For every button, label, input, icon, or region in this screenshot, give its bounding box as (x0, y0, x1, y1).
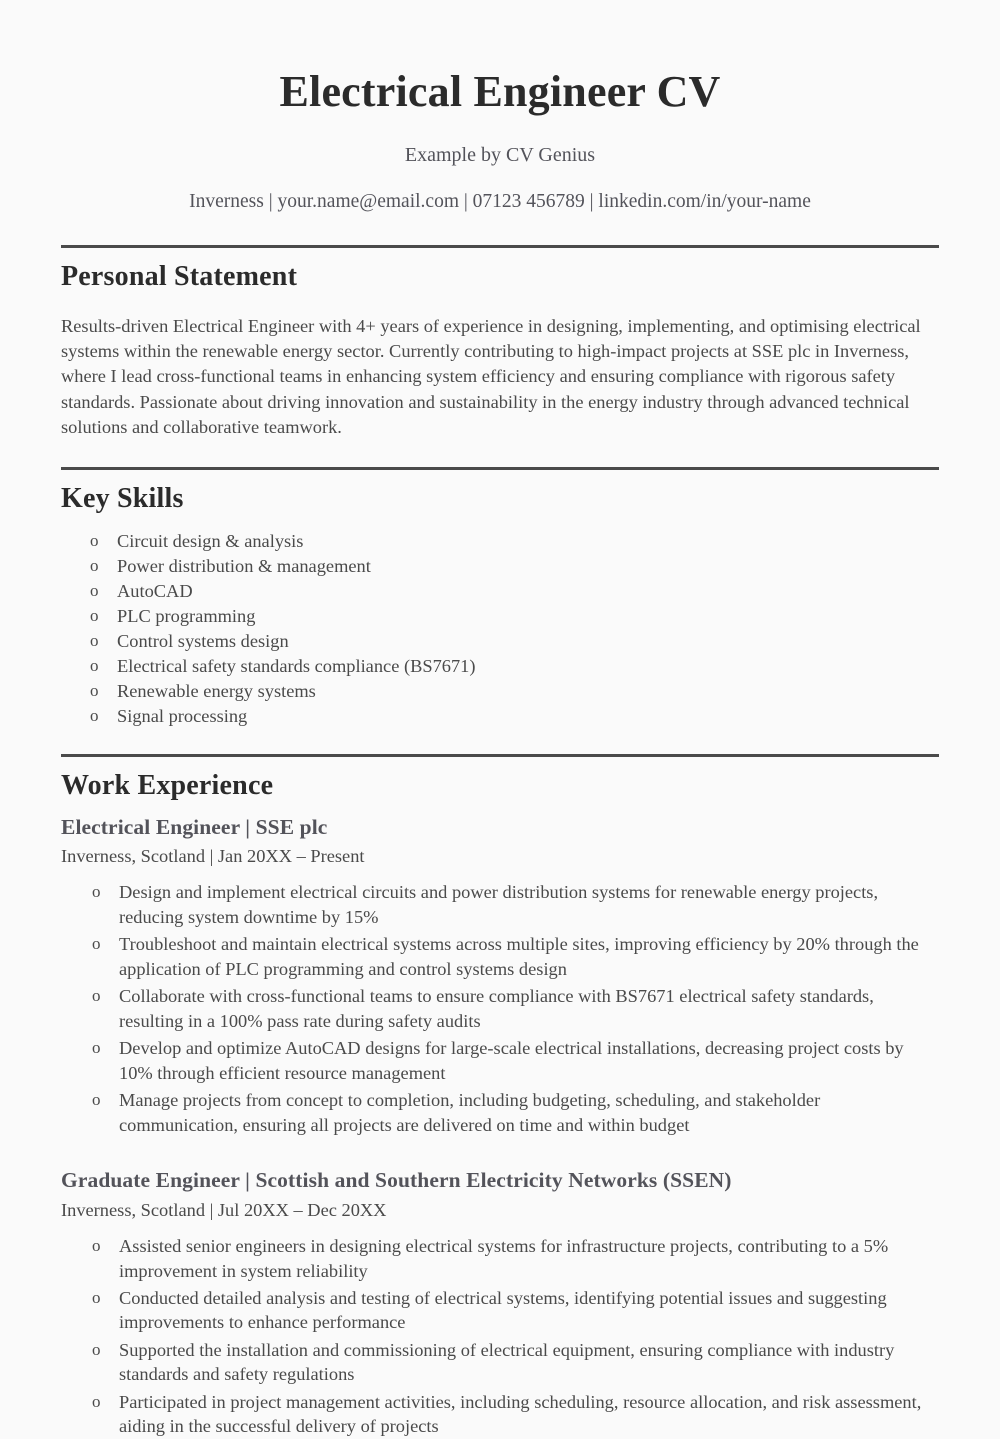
list-item (61, 679, 939, 703)
section-personal-statement (61, 248, 939, 440)
list-item (61, 654, 939, 678)
list-item-label: Supported the installation and commissioning of electrical equipment, ensuring compliance with industry standards and safety regulations (119, 1339, 895, 1385)
list-item (61, 554, 939, 578)
list-item-label: PLC programming (117, 606, 256, 627)
bullet-marker-icon: o (92, 1287, 101, 1307)
cv-subtitle: Example by CV Genius (404, 144, 596, 167)
job-location-dates: Inverness, Scotland | Jan 20XX – Present (61, 846, 365, 867)
bullet-marker-icon: o (92, 1038, 101, 1058)
section-work-experience (61, 757, 939, 1438)
list-item-label: Develop and optimize AutoCAD designs for large-scale electrical installations, decreasing project costs by 10% through efficient resource management (119, 1038, 904, 1083)
list-item-label: Design and implement electrical circuits and power distribution systems for renewable energy projects, reducing system downtime by 15% (119, 882, 879, 927)
list-item-label: Signal processing (117, 705, 248, 726)
list-item-label: Assisted senior engineers in designing electrical systems for infrastructure projects, contributing to a 5% improvement in system reliability (119, 1236, 889, 1281)
section-heading-key-skills: Key Skills (61, 482, 184, 514)
list-item (61, 1088, 939, 1137)
bullet-marker-icon: o (92, 1090, 101, 1110)
job-responsibilities-list (61, 867, 939, 1137)
list-item-label: Electrical safety standards compliance (BS7671) (117, 656, 476, 677)
list-item (61, 604, 939, 628)
list-item (61, 529, 939, 553)
bullet-marker-icon: o (90, 556, 99, 576)
work-experience-entry (61, 803, 939, 1138)
bullet-marker-icon: o (92, 1391, 101, 1411)
job-title: Electrical Engineer | SSE plc (61, 814, 328, 839)
bullet-marker-icon: o (90, 531, 99, 551)
section-heading-work-experience: Work Experience (61, 770, 274, 802)
key-skills-list (61, 515, 939, 728)
list-item-label: Manage projects from concept to completion, including budgeting, scheduling, and stakeholder communication, ensuring all projects are delivered on time and within budget (119, 1090, 821, 1135)
list-item-label: Renewable energy systems (117, 680, 316, 701)
bullet-marker-icon: o (90, 606, 99, 626)
bullet-marker-icon: o (92, 882, 101, 902)
bullet-marker-icon: o (90, 581, 99, 601)
bullet-marker-icon: o (92, 934, 101, 954)
cv-header (61, 0, 939, 214)
bullet-marker-icon: o (90, 705, 99, 725)
section-key-skills (61, 470, 939, 728)
section-heading-personal-statement: Personal Statement (61, 260, 298, 292)
bullet-marker-icon: o (90, 680, 99, 700)
job-responsibilities-list (61, 1221, 939, 1439)
contact-line: Inverness | your.name@email.com | 07123 456789 | linkedin.com/in/your-name (189, 191, 811, 213)
list-item-label: Collaborate with cross-functional teams to ensure compliance with BS7671 electrical safety standards, resulting in a 100% pass rate during safety audits (119, 986, 874, 1031)
list-item-label: Troubleshoot and maintain electrical systems across multiple sites, improving efficiency by 20% through the application of PLC programming and control systems design (119, 934, 919, 979)
list-item-label: Participated in project management activities, including scheduling, resource allocation, and risk assessment, aiding in the successful delivery of projects (119, 1391, 922, 1437)
list-item (61, 880, 939, 929)
personal-statement-body: Results-driven Electrical Engineer with 4+ years of experience in designing, implementing, and optimising electrical systems within the renewable energy sector. Currently contributing to high-impact projects at SSE plc in Inverness, where I lead cross-functional teams in enhancing system efficiency and ensuring compliance with rigorous safety standards. Passionate about driving innovation and sustainability in the energy industry through advanced technical solutions and collaborative teamwork. (61, 315, 921, 437)
bullet-marker-icon: o (90, 656, 99, 676)
list-item (61, 1338, 939, 1387)
job-title: Graduate Engineer | Scottish and Southern Electricity Networks (SSEN) (61, 1168, 732, 1193)
list-item (61, 579, 939, 603)
bullet-marker-icon: o (92, 1236, 101, 1256)
list-item (61, 1390, 939, 1439)
bullet-marker-icon: o (92, 1339, 101, 1359)
page-title: Electrical Engineer CV (279, 67, 721, 116)
list-item (61, 1286, 939, 1335)
list-item-label: Conducted detailed analysis and testing of electrical systems, identifying potential issues and suggesting improvements to enhance performance (119, 1287, 887, 1333)
list-item (61, 629, 939, 653)
list-item-label: AutoCAD (117, 581, 193, 602)
list-item-label: Control systems design (117, 631, 289, 652)
list-item (61, 704, 939, 728)
job-location-dates: Inverness, Scotland | Jul 20XX – Dec 20XX (61, 1199, 387, 1220)
work-experience-entry (61, 1140, 939, 1439)
list-item (61, 984, 939, 1033)
bullet-marker-icon: o (92, 986, 101, 1006)
list-item (61, 1234, 939, 1283)
bullet-marker-icon: o (90, 631, 99, 651)
list-item-label: Power distribution & management (117, 556, 371, 577)
list-item (61, 1036, 939, 1085)
list-item-label: Circuit design & analysis (117, 531, 304, 552)
list-item (61, 932, 939, 981)
